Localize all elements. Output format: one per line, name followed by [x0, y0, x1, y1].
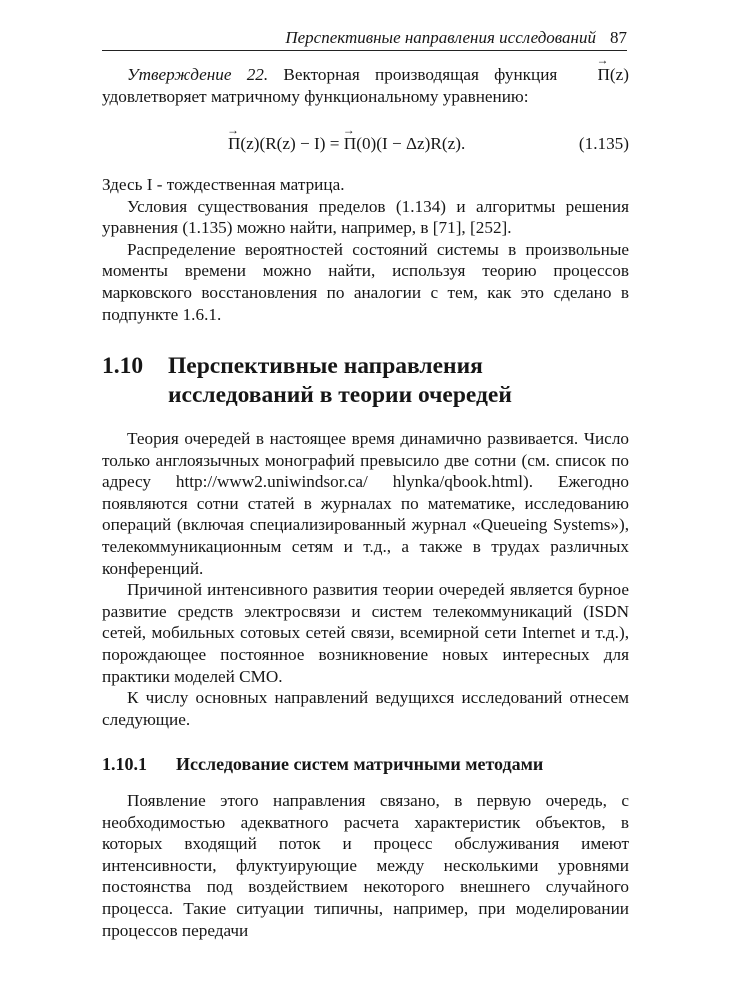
paragraph-directions: К числу основных направлений ведущихся исследований отнесем следующие. — [102, 688, 629, 729]
statement-label: Утверждение 22. — [127, 65, 269, 84]
subsection-text — [102, 790, 629, 941]
equation-rhs-pi: → Π — [344, 132, 356, 156]
subsection-heading — [102, 752, 629, 776]
paragraph-queue-theory: Теория очередей в настоящее время динамично развивается. Число только англоязычных монографий превысило две сотни (см. список по адресу http://www2.uniwindsor.ca/ hlynka/qbook.html). Ежегодно появляются сотни статей в журналах по математике, исследованию операций (включая специализированный журнал «Queueing Systems»), телекоммуникационным сетям и т.д., а также в трудах различных конференций. — [102, 429, 629, 578]
statement-paragraph — [102, 64, 629, 107]
equation-formula — [228, 132, 465, 156]
statement-text-2: удовлетворяет матричному функциональному уравнению: — [102, 86, 529, 106]
pre-section-text — [102, 174, 629, 325]
paragraph-limits: Условия существования пределов (1.134) и алгоритмы решения уравнения (1.135) можно найти, например, в [71], [252]. — [102, 196, 629, 238]
paragraph-distribution: Распределение вероятностей состояний системы в произвольные моменты времени можно найти, используя теорию процессов марковского восстановления по аналогии с тем, как это сделано в подпункте 1.6.1. — [102, 239, 629, 324]
statement-text-1: Векторная производящая функция — [283, 65, 558, 84]
equation-rhs: (0)(I − Δz)R(z). — [356, 134, 466, 153]
running-header-title: Перспективные направления исследований — [285, 28, 596, 47]
subsection-title-text: Исследование систем матричными методами — [176, 754, 544, 774]
section-number: 1.10 — [102, 353, 144, 379]
equation-lhs: (z)(R(z) − I) = — [240, 134, 340, 153]
paragraph-development-reason: Причиной интенсивного развития теории очередей является бурное развитие средств электросвязи и систем телекоммуникаций (ISDN сетей, мобильных сотовых сетей связи, всемирной сети Internet и т.д.), порождающее постоянное возникновение новых интересных для практики моделей СМО. — [102, 580, 629, 686]
page-number: 87 — [610, 28, 627, 47]
section-title-text: Перспективные направления исследований в теории очередей — [168, 353, 512, 408]
statement-block — [102, 64, 629, 107]
section-heading — [102, 352, 629, 410]
vector-pi-symbol: → Π(z) — [573, 64, 630, 86]
section-text — [102, 428, 629, 730]
identity-matrix-note: Здесь I - тождественная матрица. — [102, 175, 345, 194]
statement-function-symbol — [573, 65, 630, 84]
running-header — [102, 26, 627, 51]
equation-number: (1.135) — [578, 134, 629, 153]
equation-1-135 — [102, 132, 629, 156]
equation-lhs-pi: → Π — [228, 132, 240, 156]
subsection-number: 1.10.1 — [102, 754, 147, 774]
paragraph-matrix-methods: Появление этого направления связано, в первую очередь, с необходимостью адекватного расчета характеристик объектов, в которых входящий поток и процесс обслуживания имеют интенсивности, флуктуирующие между несколькими уровнями постоянства под воздействием некоторого внешнего случайного процесса. Такие ситуации типичны, например, при моделировании процессов передачи — [102, 791, 629, 940]
